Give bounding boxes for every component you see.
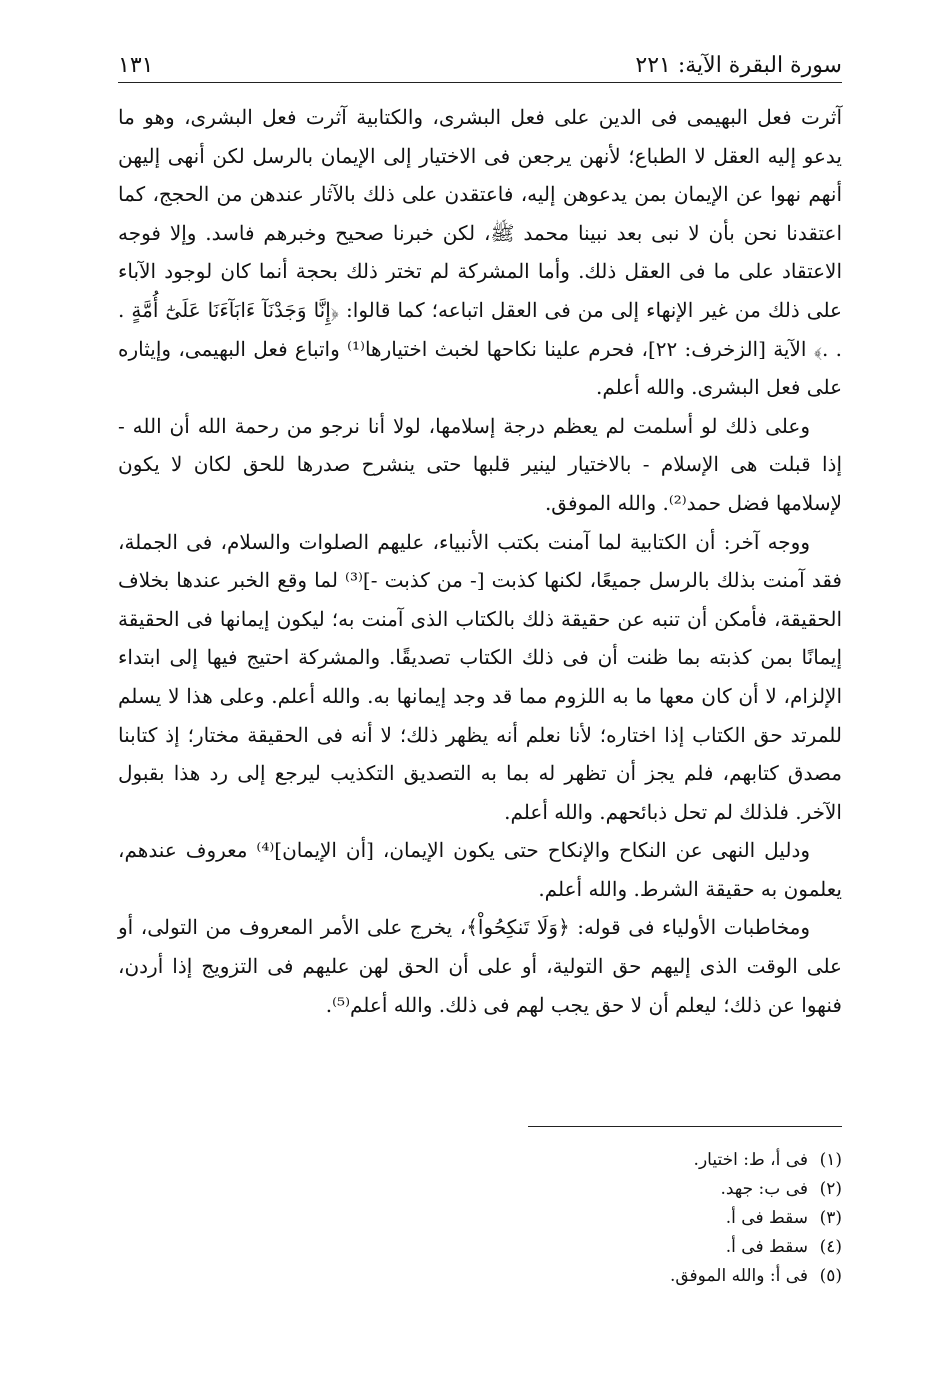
- footnote-2: [118, 1175, 842, 1204]
- paragraph-4: ودليل النهى عن النكاح والإنكاح حتى يكون الإيمان، [أن الإيمان]⁽⁴⁾ معروف عندهم، يعلمون به حقيقة الشرط. والله أعلم.: [118, 838, 842, 901]
- footnotes: [118, 1146, 842, 1291]
- footnote-separator: [528, 1126, 842, 1127]
- footnote-number: (٣): [819, 1208, 842, 1228]
- page-number: ١٣١: [118, 53, 154, 78]
- footnote-number: (٥): [819, 1266, 842, 1286]
- chapter-title: سورة البقرة الآية: ٢٢١: [635, 53, 842, 78]
- footnote-text: فى أ، ط: اختيار.: [693, 1150, 808, 1170]
- footnote-number: (١): [819, 1150, 842, 1170]
- footnote-1: [118, 1146, 842, 1175]
- footnote-text: سقط فى أ.: [725, 1208, 808, 1228]
- running-header: [118, 28, 842, 83]
- paragraph-1: آثرت فعل البهيمى فى الدين على فعل البشرى، والكتابية آثرت فعل البشرى، وهو ما يدعو إليه العقل لا الطباع؛ لأنهن يرجعن فى الاختيار إلى الإيمان بالرسل لكن أنهى إليهن أنهم نهوا عن الإيمان بمن يدعوهن إليه، فاعتقدن على ذلك بالآثار عندهن من الحجج، كما اعتقدنا نحن بأن لا نبى بعد نبينا محمد ﷺ، لكن خبرنا صحيح وخبرهم فاسد. وإلا فوجه الاعتقاد على ما فى العقل ذلك. وأما المشركة لم تختر ذلك بحجة أنما كان لوجود الآباء على ذلك من غير الإنهاء إلى من فى العقل اتباعه؛ كما قالوا: ﴿إِنَّا وَجَدْنَآ ءَابَآءَنَا عَلَىٰٓ أُمَّةٍ . . .﴾ الآية [الزخرف: ٢٢]، فحرم علينا نكاحها لخبث اختيارها⁽¹⁾ واتباع فعل البهيمى، وإيثاره على فعل البشرى. والله أعلم.: [118, 105, 843, 400]
- footnote-number: (٤): [819, 1237, 842, 1257]
- footnote-text: فى أ: والله الموفق.: [669, 1266, 808, 1286]
- footnote-text: فى ب: جهد.: [720, 1179, 808, 1199]
- footnote-4: [118, 1233, 842, 1262]
- paragraph-2: وعلى ذلك لو أسلمت لم يعظم درجة إسلامها، لولا أنا نرجو من رحمة الله أن الله - إذا قبلت هى الإسلام - بالاختيار لينير قلبها حتى ينشرح صدرها للحق لكان لا يكون لإسلامها فضل حمد⁽²⁾. والله الموفق.: [118, 413, 842, 515]
- paragraph-3: ووجه آخر: أن الكتابية لما آمنت بكتب الأنبياء، عليهم الصلوات والسلام، فى الجملة، فقد آمنت بذلك بالرسل جميعًا، لكنها كذبت [- من كذبت -]⁽³⁾ لما وقع الخبر عندها بخلاف الحقيقة، فأمكن أن تنبه عن حقيقة ذلك بالكتاب الذى آمنت به؛ ليكون إيمانها فى الحقيقة إيمانًا بمن كذبته بما ظنت أن فى ذلك الكتاب تصديقًا. والمشركة احتيج فيها إلى ابتداء الإلزام، لا أن كان معها ما به اللزوم مما قد وجد إيمانها به. والله أعلم. وعلى هذا لا يسلم للمرتد حق الكتاب إذا اختاره؛ لأنا نعلم أنه يظهر ذلك؛ لا أنه فى الحقيقة مختار؛ إذ كتابنا مصدق كتابهم، فلم يجز أن تظهر له بما به التصديق التكذيب ليرجع إلى رد هذا بقبول الآخر. فلذلك لم تحل ذبائحهم. والله أعلم.: [118, 529, 842, 824]
- footnote-3: [118, 1204, 842, 1233]
- footnote-text: سقط فى أ.: [725, 1237, 808, 1257]
- paragraph-5: ومخاطبات الأولياء فى قوله: ﴿وَلَا تَنكِحُواْ﴾، يخرج على الأمر المعروف من التولى، أو على الوقت الذى إليهم حق التولية، أو على أن الحق لهن عليهم فى التزويج إذا أردن، فنهوا عن ذلك؛ ليعلم أن لا حق يجب لهم فى ذلك. والله أعلم⁽⁵⁾.: [118, 915, 842, 1017]
- footnote-number: (٢): [819, 1179, 842, 1199]
- footnote-5: [118, 1262, 842, 1291]
- main-text: [118, 98, 842, 1024]
